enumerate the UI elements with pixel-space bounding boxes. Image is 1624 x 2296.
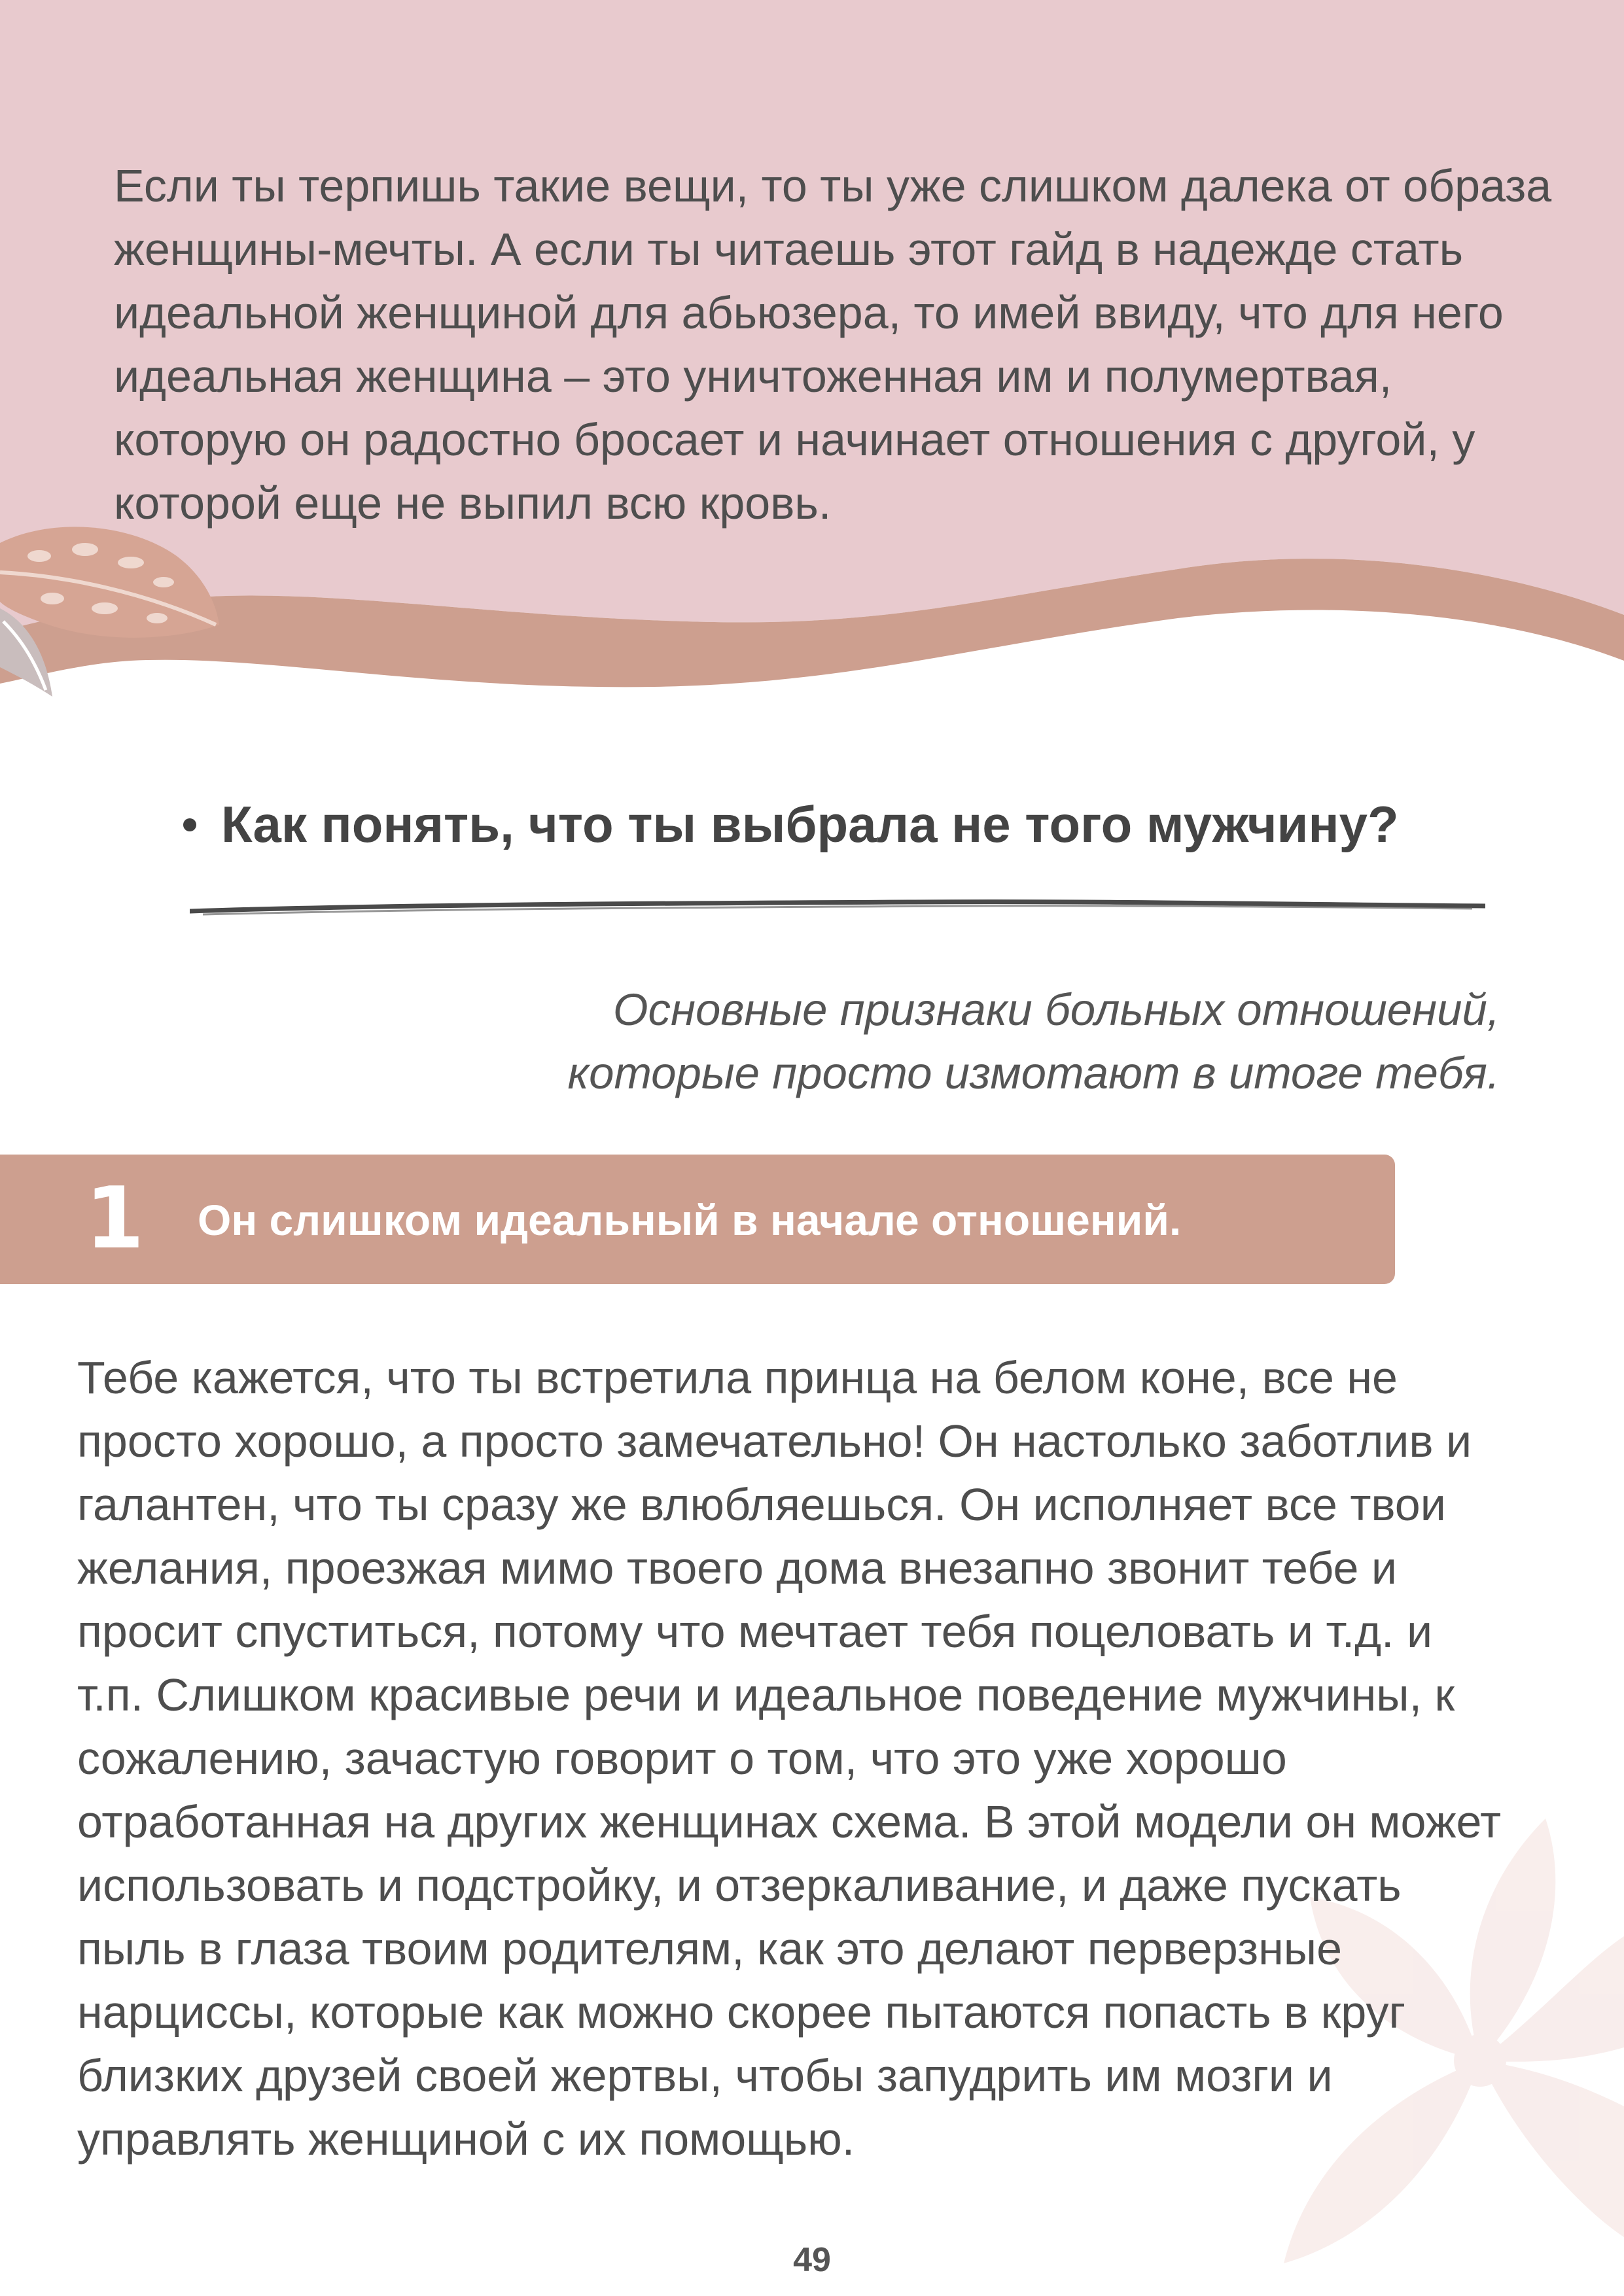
divider-line xyxy=(190,893,1485,926)
sign-description xyxy=(77,1346,1582,2171)
intro-line: Если ты терпишь такие вещи, то ты уже слишком далека от образа xyxy=(114,160,1552,211)
page-number: 49 xyxy=(793,2241,831,2279)
intro-line: женщины-мечты. А если ты читаешь этот гайд в надежде стать xyxy=(114,224,1464,275)
body-line: близких друзей своей жертвы, чтобы запудрить им мозги и xyxy=(77,2050,1333,2101)
body-line: пыль в глаза твоим родителям, как это делают перверзные xyxy=(77,1923,1342,1974)
intro-line: идеальная женщина – это уничтоженная им и полумертвая, xyxy=(114,351,1392,402)
body-line: галантен, что ты сразу же влюбляешься. Он исполняет все твои xyxy=(77,1479,1446,1530)
body-line: просто хорошо, а просто замечательно! Он настолько заботлив и xyxy=(77,1416,1472,1467)
body-line: Тебе кажется, что ты встретила принца на белом коне, все не xyxy=(77,1352,1398,1403)
sign-number: 1 xyxy=(85,1168,145,1268)
intro-line: которой еще не выпил всю кровь. xyxy=(114,478,832,529)
sign-banner xyxy=(0,1155,1395,1284)
body-line: т.п. Слишком красивые речи и идеальное поведение мужчины, к xyxy=(77,1669,1455,1720)
bullet-icon xyxy=(183,818,196,831)
subtitle-line: Основные признаки больных отношений, xyxy=(612,984,1500,1035)
intro-paragraph xyxy=(114,154,1586,535)
section-subtitle xyxy=(322,978,1500,1105)
subtitle-line: которые просто измотают в итоге тебя. xyxy=(567,1048,1500,1098)
body-line: сожалению, зачастую говорит о том, что это уже хорошо xyxy=(77,1733,1287,1784)
body-line: просит спуститься, потому что мечтает тебя поцеловать и т.д. и xyxy=(77,1606,1433,1657)
intro-line: которую он радостно бросает и начинает отношения с другой, у xyxy=(114,414,1475,465)
section-heading-row xyxy=(183,795,1557,854)
intro-line: идеальной женщиной для абьюзера, то имей ввиду, что для него xyxy=(114,287,1504,338)
body-line: желания, проезжая мимо твоего дома внезапно звонит тебе и xyxy=(77,1542,1397,1593)
section-heading: Как понять, что ты выбрала не того мужчину? xyxy=(221,795,1399,853)
sign-title: Он слишком идеальный в начале отношений. xyxy=(198,1196,1182,1244)
body-line: отработанная на других женщинах схема. В этой модели он может xyxy=(77,1796,1502,1847)
body-line: управлять женщиной с их помощью. xyxy=(77,2113,855,2165)
body-line: нарциссы, которые как можно скорее пытаются попасть в круг xyxy=(77,1987,1406,2038)
body-line: использовать и подстройку, и отзеркаливание, и даже пускать xyxy=(77,1860,1402,1911)
